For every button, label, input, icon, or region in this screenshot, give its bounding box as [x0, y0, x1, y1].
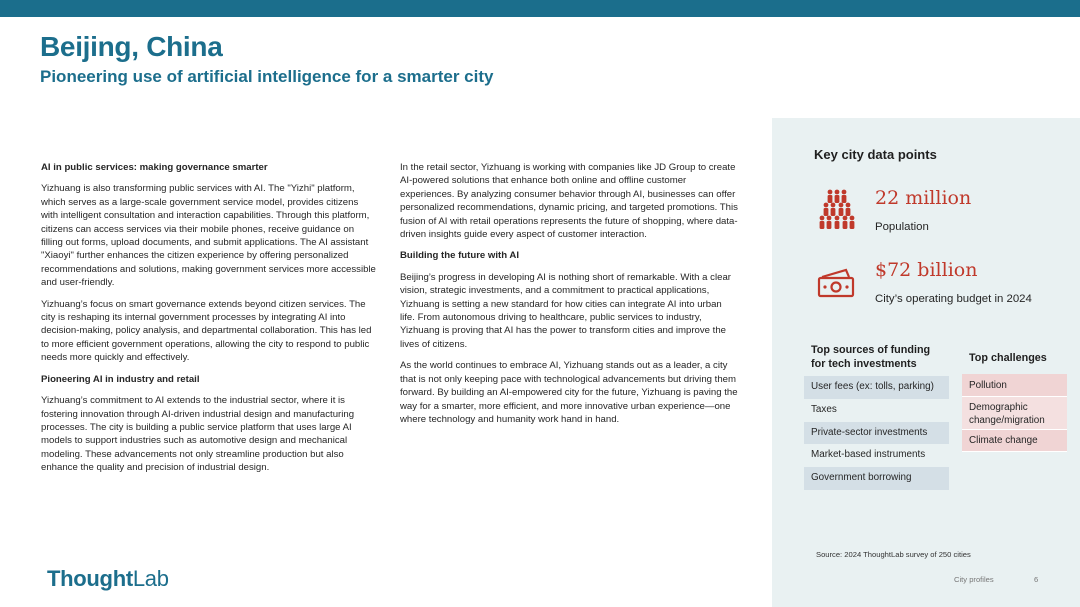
section-heading-industry-retail: Pioneering AI in industry and retail — [41, 373, 200, 385]
page-title: Beijing, China — [40, 31, 223, 62]
list-item: Market-based instruments — [811, 449, 926, 461]
section-heading-public-services: AI in public services: making governance smarter — [41, 162, 268, 173]
page-number: 6 — [1034, 575, 1039, 584]
page-subtitle: Pioneering use of artificial intelligence for a smarter city — [40, 67, 494, 86]
population-icon — [818, 188, 856, 232]
money-icon — [816, 267, 856, 299]
population-value: 22 million — [875, 187, 972, 209]
funding-list — [804, 376, 949, 490]
list-item: Taxes — [811, 403, 837, 415]
paragraph: In the retail sector, Yizhuang is working with companies like JD Group to create AI-powered solutions that enhance both online and offline customer experiences. By analyzing consumer behavior through AI, businesses can offer personalized recommendations, dynamic pricing, and targeted promotions. This fusion of AI with retail operations represents the future of shopping, where data-driven insights guide every aspect of customer interaction. — [400, 162, 738, 241]
list-item: Private-sector investments — [804, 422, 949, 445]
budget-label: City’s operating budget in 2024 — [875, 293, 1032, 305]
logo-bold: Thought — [47, 566, 133, 591]
panel-heading: Key city data points — [814, 147, 937, 162]
section-heading-future: Building the future with AI — [400, 250, 520, 262]
paragraph: Yizhuang’s focus on smart governance extends beyond citizen services. The city is reshaping its internal government processes by integrating AI into decision-making, policy analysis, and departmental collaboration. This has led to more efficient government operations, allowing the city to respond to public needs more quickly and effectively. — [41, 298, 372, 364]
challenges-list — [962, 374, 1067, 452]
paragraph: Beijing’s progress in developing AI is nothing short of remarkable. With a clear vision, strategic investments, and a commitment to practical applications, Yizhuang is setting a new standard for how cities can integrate AI into urban life. From autonomous driving to healthcare, public services to industry, Yizhuang is proving that AI has the power to transform cities and improve the lives of citizens. — [400, 271, 731, 350]
paragraph: Yizhuang’s commitment to AI extends to the industrial sector, where it is fostering innovation through AI-driven industrial design and manufacturing processes. The city is building a public service platform that uses large AI models to support industries such as automotive design and mechanical modeling. These advancements not only streamline production but also enhance the quality and precision of industrial design. — [41, 395, 355, 474]
thoughtlab-logo — [47, 566, 169, 592]
top-banner — [0, 0, 1080, 17]
text-column-left — [41, 161, 377, 483]
logo-light: Lab — [132, 566, 169, 591]
source-note: Source: 2024 ThoughtLab survey of 250 cities — [816, 550, 971, 559]
list-item: Government borrowing — [804, 467, 949, 490]
list-item: Pollution — [962, 374, 1067, 397]
budget-value: $72 billion — [875, 259, 978, 281]
list-item: Demographic change/migration — [962, 397, 1067, 430]
footer-section-label: City profiles — [954, 575, 994, 584]
challenges-heading: Top challenges — [969, 352, 1047, 364]
population-label: Population — [875, 221, 929, 233]
text-column-right — [400, 161, 738, 434]
list-item: Climate change — [962, 430, 1067, 452]
list-item: User fees (ex: tolls, parking) — [804, 376, 949, 399]
funding-heading: Top sources of funding for tech investments — [811, 344, 931, 370]
paragraph: As the world continues to embrace AI, Yizhuang stands out as a leader, a city that is not only keeping pace with technological advancements but driving them forward. By building an AI-empowered city for the future, Yizhuang is paving the way for a smarter, more efficient, and more innovative urban experience—one where technology and humanity work hand in hand. — [400, 360, 738, 425]
paragraph: Yizhuang is also transforming public services with AI. The "Yizhi" platform, which serves as a large-scale government service model, provides citizens with intelligent consultation and interaction capabilities. Through this platform, citizens can access services via their mobile phones, receive guidance on filling out forms, upload documents, and submit applications. The AI assistant "Xiaoyi" further enhances the citizen experience by offering personalized recommendations and solutions, making government services more accessible and user-friendly. — [41, 183, 376, 289]
